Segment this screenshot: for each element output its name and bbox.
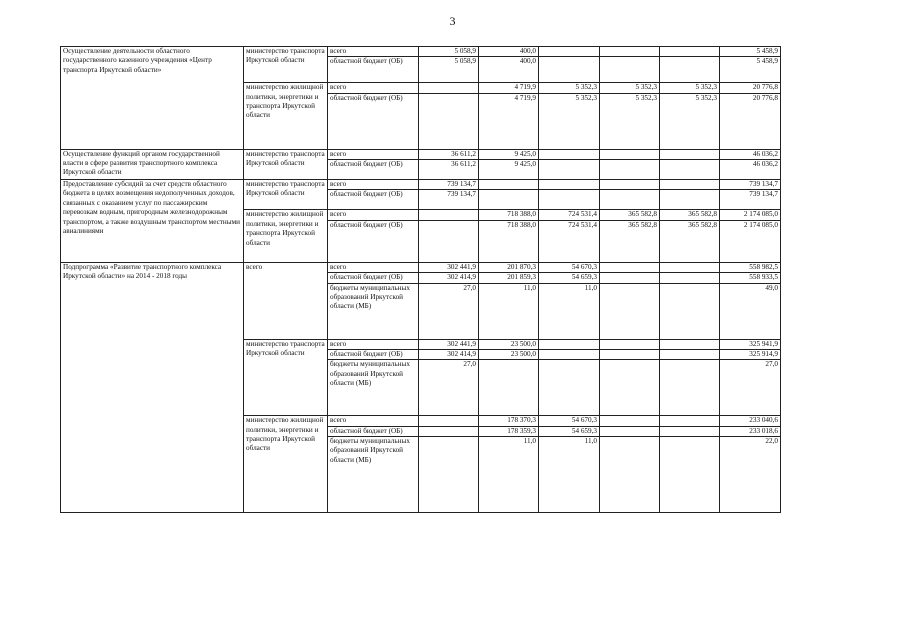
funding-source: бюджеты муниципальных образований Иркутской области (МБ) — [328, 436, 419, 512]
value-cell — [660, 416, 720, 426]
activity-name: Предоставление субсидий за счет средств областного бюджета в целях возмещения недополученных доходов, связанных с оказанием услуг по пассажирским перевозкам водным, пригородным железнодорожным транспортом, а также воздушным транспортом местными авиалиниями — [61, 180, 244, 263]
total-cell: 325 914,9 — [720, 349, 781, 359]
funding-source: областной бюджет (ОБ) — [328, 190, 419, 210]
funding-source: областной бюджет (ОБ) — [328, 426, 419, 436]
value-cell — [600, 339, 660, 349]
funding-source: областной бюджет (ОБ) — [328, 220, 419, 262]
activity-name: Осуществление деятельности областного государственного казенного учреждения «Центр транспорта Иркутской области» — [61, 47, 244, 150]
funding-source: всего — [328, 149, 419, 159]
funding-source: всего — [328, 83, 419, 93]
funding-source: всего — [328, 339, 419, 349]
total-cell: 20 776,8 — [720, 83, 781, 93]
value-cell: 724 531,4 — [539, 220, 600, 262]
value-cell — [539, 149, 600, 159]
value-cell: 365 582,8 — [660, 220, 720, 262]
responsible-org: министерство транспорта Иркутской области — [244, 47, 328, 83]
value-cell: 5 352,3 — [660, 83, 720, 93]
value-cell: 739 134,7 — [419, 190, 479, 210]
value-cell: 11,0 — [479, 283, 539, 339]
value-cell — [419, 416, 479, 426]
table-row — [61, 47, 781, 57]
value-cell: 365 582,8 — [600, 210, 660, 220]
funding-source: всего — [328, 210, 419, 220]
value-cell: 302 414,9 — [419, 273, 479, 283]
total-cell: 46 036,2 — [720, 160, 781, 180]
value-cell — [419, 93, 479, 149]
total-cell: 2 174 085,0 — [720, 220, 781, 262]
value-cell: 5 058,9 — [419, 57, 479, 83]
value-cell: 11,0 — [539, 436, 600, 512]
responsible-org: министерство транспорта Иркутской области — [244, 149, 328, 179]
value-cell — [539, 57, 600, 83]
value-cell — [660, 283, 720, 339]
value-cell: 201 859,3 — [479, 273, 539, 283]
value-cell — [600, 349, 660, 359]
value-cell: 54 670,3 — [539, 416, 600, 426]
value-cell: 4 719,9 — [479, 93, 539, 149]
value-cell: 5 058,9 — [419, 47, 479, 57]
value-cell — [660, 349, 720, 359]
funding-source: всего — [328, 180, 419, 190]
value-cell — [600, 273, 660, 283]
value-cell — [479, 180, 539, 190]
total-cell: 325 941,9 — [720, 339, 781, 349]
responsible-org: всего — [244, 262, 328, 339]
value-cell — [660, 149, 720, 159]
value-cell: 302 441,9 — [419, 262, 479, 272]
value-cell: 302 414,9 — [419, 349, 479, 359]
value-cell — [479, 190, 539, 210]
subprogram-name: Подпрограмма «Развитие транспортного комплекса Иркутской области» на 2014 - 2018 годы — [61, 262, 244, 512]
total-cell: 49,0 — [720, 283, 781, 339]
value-cell: 5 352,3 — [539, 93, 600, 149]
value-cell: 5 352,3 — [539, 83, 600, 93]
total-cell: 2 174 085,0 — [720, 210, 781, 220]
total-cell: 5 458,9 — [720, 47, 781, 57]
value-cell — [600, 426, 660, 436]
value-cell: 11,0 — [479, 436, 539, 512]
value-cell: 739 134,7 — [419, 180, 479, 190]
value-cell — [539, 160, 600, 180]
value-cell — [539, 339, 600, 349]
value-cell: 11,0 — [539, 283, 600, 339]
total-cell: 20 776,8 — [720, 93, 781, 149]
value-cell — [539, 360, 600, 416]
value-cell: 36 611,2 — [419, 149, 479, 159]
funding-source: бюджеты муниципальных образований Иркутской области (МБ) — [328, 360, 419, 416]
value-cell: 365 582,8 — [660, 210, 720, 220]
total-cell: 22,0 — [720, 436, 781, 512]
total-cell: 558 933,5 — [720, 273, 781, 283]
funding-source: областной бюджет (ОБ) — [328, 273, 419, 283]
value-cell — [660, 47, 720, 57]
value-cell: 400,0 — [479, 57, 539, 83]
budget-table — [60, 46, 781, 513]
value-cell: 302 441,9 — [419, 339, 479, 349]
value-cell — [539, 180, 600, 190]
value-cell: 4 719,9 — [479, 83, 539, 93]
value-cell — [600, 283, 660, 339]
value-cell: 365 582,8 — [600, 220, 660, 262]
value-cell — [660, 262, 720, 272]
value-cell — [600, 190, 660, 210]
responsible-org: министерство транспорта Иркутской области — [244, 339, 328, 416]
total-cell: 5 458,9 — [720, 57, 781, 83]
value-cell: 9 425,0 — [479, 160, 539, 180]
total-cell: 46 036,2 — [720, 149, 781, 159]
total-cell: 739 134,7 — [720, 190, 781, 210]
value-cell: 54 659,3 — [539, 426, 600, 436]
value-cell — [600, 160, 660, 180]
value-cell: 724 531,4 — [539, 210, 600, 220]
value-cell: 54 670,3 — [539, 262, 600, 272]
value-cell — [419, 220, 479, 262]
value-cell — [539, 190, 600, 210]
value-cell: 5 352,3 — [600, 83, 660, 93]
value-cell — [479, 360, 539, 416]
value-cell: 27,0 — [419, 360, 479, 416]
page-number: 3 — [449, 14, 456, 28]
funding-source: всего — [328, 416, 419, 426]
value-cell — [419, 210, 479, 220]
value-cell — [660, 57, 720, 83]
funding-source: всего — [328, 262, 419, 272]
value-cell — [600, 180, 660, 190]
value-cell — [660, 180, 720, 190]
funding-source: областной бюджет (ОБ) — [328, 160, 419, 180]
value-cell: 400,0 — [479, 47, 539, 57]
value-cell — [600, 436, 660, 512]
total-cell: 558 982,5 — [720, 262, 781, 272]
value-cell — [660, 160, 720, 180]
value-cell — [660, 190, 720, 210]
value-cell — [600, 262, 660, 272]
funding-source: областной бюджет (ОБ) — [328, 57, 419, 83]
value-cell: 201 870,3 — [479, 262, 539, 272]
total-cell: 739 134,7 — [720, 180, 781, 190]
value-cell — [539, 349, 600, 359]
table-row — [61, 149, 781, 159]
responsible-org: министерство жилищной политики, энергетики и транспорта Иркутской области — [244, 210, 328, 262]
value-cell — [660, 339, 720, 349]
value-cell: 54 659,3 — [539, 273, 600, 283]
value-cell — [419, 83, 479, 93]
value-cell — [660, 426, 720, 436]
total-cell: 27,0 — [720, 360, 781, 416]
value-cell: 5 352,3 — [660, 93, 720, 149]
value-cell — [660, 436, 720, 512]
value-cell: 5 352,3 — [600, 93, 660, 149]
total-cell: 233 040,6 — [720, 416, 781, 426]
value-cell — [600, 47, 660, 57]
value-cell — [660, 360, 720, 416]
funding-source: бюджеты муниципальных образований Иркутской области (МБ) — [328, 283, 419, 339]
funding-source: всего — [328, 47, 419, 57]
value-cell — [600, 57, 660, 83]
value-cell: 718 388,0 — [479, 210, 539, 220]
value-cell: 178 370,3 — [479, 416, 539, 426]
total-cell: 233 018,6 — [720, 426, 781, 436]
responsible-org: министерство транспорта Иркутской области — [244, 180, 328, 210]
value-cell — [539, 47, 600, 57]
value-cell — [600, 360, 660, 416]
value-cell — [600, 149, 660, 159]
value-cell: 178 359,3 — [479, 426, 539, 436]
table-row — [61, 262, 781, 272]
value-cell — [660, 273, 720, 283]
value-cell: 36 611,2 — [419, 160, 479, 180]
value-cell — [600, 416, 660, 426]
value-cell — [419, 426, 479, 436]
value-cell: 23 500,0 — [479, 349, 539, 359]
value-cell — [419, 436, 479, 512]
value-cell: 23 500,0 — [479, 339, 539, 349]
value-cell: 9 425,0 — [479, 149, 539, 159]
responsible-org: министерство жилищной политики, энергетики и транспорта Иркутской области — [244, 416, 328, 513]
value-cell: 718 388,0 — [479, 220, 539, 262]
funding-source: областной бюджет (ОБ) — [328, 93, 419, 149]
value-cell: 27,0 — [419, 283, 479, 339]
responsible-org: министерство жилищной политики, энергетики и транспорта Иркутской области — [244, 83, 328, 149]
activity-name: Осуществление функций органом государственной власти в сфере развития транспортного комплекса Иркутской области — [61, 149, 244, 179]
table-row — [61, 180, 781, 190]
funding-source: областной бюджет (ОБ) — [328, 349, 419, 359]
